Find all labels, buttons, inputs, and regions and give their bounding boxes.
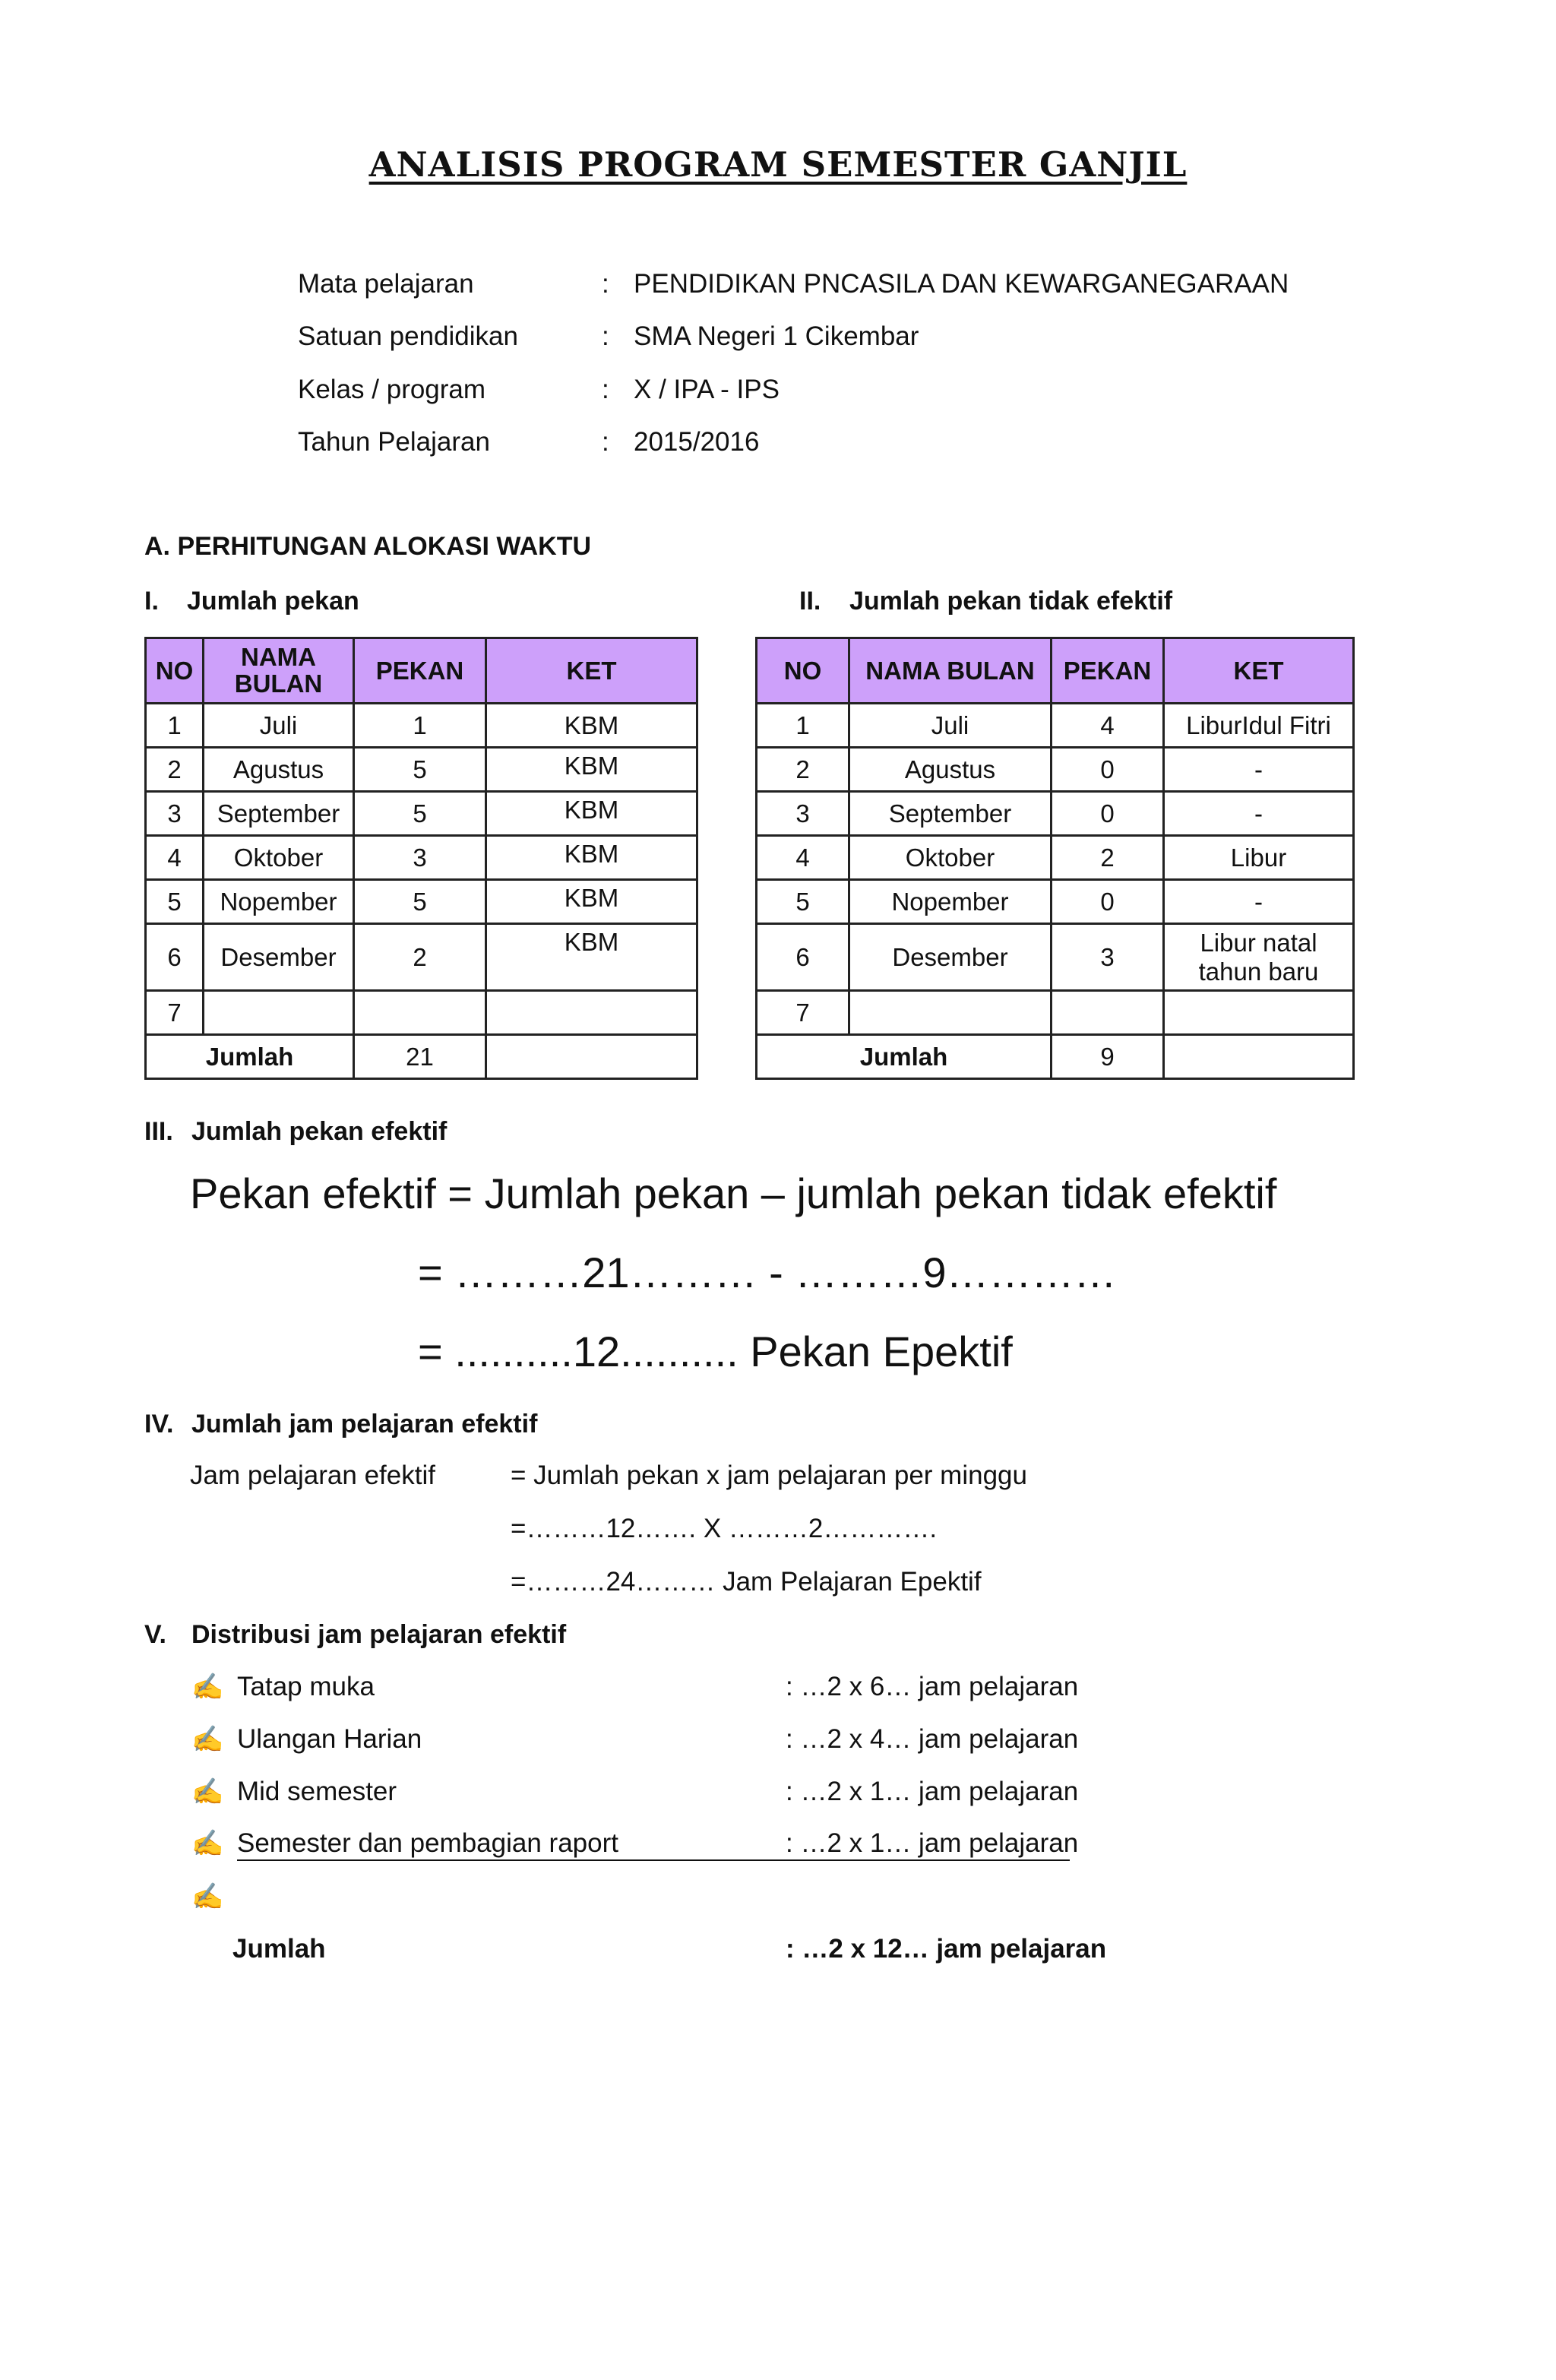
cell-no: 6	[146, 924, 204, 991]
pencil-icon: ✍	[191, 1882, 224, 1911]
cell-pekan: 3	[354, 836, 486, 880]
cell-bulan: Oktober	[204, 836, 354, 880]
cell-pekan: 5	[354, 880, 486, 924]
info-value-class: X / IPA - IPS	[634, 375, 780, 404]
info-sep: :	[602, 427, 609, 457]
table-row	[146, 704, 697, 748]
total-value: 21	[354, 1035, 486, 1079]
sub3-num: III.	[144, 1117, 173, 1146]
page-title: ANALISIS PROGRAM SEMESTER GANJIL	[368, 144, 1188, 185]
cell-ket: -	[1164, 880, 1354, 924]
formula-line-2: = ………21……… - ………9…………	[418, 1249, 1117, 1296]
sub3-label: Jumlah pekan efektif	[191, 1117, 448, 1146]
table-jumlah-pekan	[144, 637, 698, 1080]
cell-no: 5	[146, 880, 204, 924]
cell-no: 7	[146, 991, 204, 1035]
cell-ket	[1164, 991, 1354, 1035]
cell-bulan: Desember	[204, 924, 354, 991]
cell-pekan: 2	[1052, 836, 1164, 880]
pencil-icon: ✍	[191, 1829, 224, 1858]
list-item-value: : …2 x 4… jam pelajaran	[786, 1724, 1079, 1754]
col-header-ket: KET	[1164, 638, 1354, 704]
formula-line-1: Pekan efektif = Jumlah pekan – jumlah pekan tidak efektif	[190, 1169, 1277, 1217]
cell-ket: Libur	[1164, 836, 1354, 880]
col-header-pekan: PEKAN	[354, 638, 486, 704]
info-value-subject: PENDIDIKAN PNCASILA DAN KEWARGANEGARAAN	[634, 269, 1289, 299]
cell-pekan: 0	[1052, 792, 1164, 836]
cell-ket	[486, 991, 697, 1035]
sub5-num: V.	[144, 1620, 167, 1649]
pencil-icon: ✍	[191, 1673, 224, 1701]
table-row	[757, 924, 1354, 991]
cell-no: 1	[146, 704, 204, 748]
cell-bulan	[849, 991, 1052, 1035]
total-value: 9	[1052, 1035, 1164, 1079]
formula-line-3: = ..........12.......... Pekan Epektif	[418, 1328, 1013, 1375]
info-label-year: Tahun Pelajaran	[298, 427, 490, 457]
cell-pekan: 5	[354, 748, 486, 792]
pencil-icon: ✍	[191, 1725, 224, 1754]
cell-bulan: Nopember	[204, 880, 354, 924]
table-row	[146, 924, 697, 991]
sub1-num: I.	[144, 587, 159, 616]
col-header-bulan: NAMA BULAN	[849, 638, 1052, 704]
cell-ket: KBM	[486, 880, 697, 924]
table-row	[146, 991, 697, 1035]
total-ket	[1164, 1035, 1354, 1079]
separator-line	[237, 1859, 1070, 1861]
cell-no: 5	[757, 880, 849, 924]
table-row	[757, 991, 1354, 1035]
cell-bulan: Agustus	[204, 748, 354, 792]
info-sep: :	[602, 321, 609, 351]
cell-ket: -	[1164, 748, 1354, 792]
list-item-value: : …2 x 6… jam pelajaran	[786, 1672, 1079, 1701]
cell-no: 4	[146, 836, 204, 880]
cell-bulan	[204, 991, 354, 1035]
cell-ket: KBM	[486, 792, 697, 836]
jam-line-3: =………24……… Jam Pelajaran Epektif	[511, 1567, 982, 1597]
info-label-school: Satuan pendidikan	[298, 321, 518, 351]
table-total-row	[757, 1035, 1354, 1079]
cell-pekan: 0	[1052, 748, 1164, 792]
table-total-row	[146, 1035, 697, 1079]
table-row	[146, 792, 697, 836]
section-a-heading: A. PERHITUNGAN ALOKASI WAKTU	[144, 532, 592, 561]
sub4-num: IV.	[144, 1410, 174, 1438]
cell-pekan	[1052, 991, 1164, 1035]
table-row	[146, 880, 697, 924]
total-label: Jumlah	[146, 1035, 354, 1079]
cell-no: 4	[757, 836, 849, 880]
cell-no: 2	[757, 748, 849, 792]
table-header-row	[757, 638, 1354, 704]
jam-line-1: = Jumlah pekan x jam pelajaran per minggu	[511, 1461, 1027, 1490]
cell-bulan: Oktober	[849, 836, 1052, 880]
cell-bulan: Desember	[849, 924, 1052, 991]
cell-bulan: Nopember	[849, 880, 1052, 924]
total-value: : …2 x 12… jam pelajaran	[786, 1934, 1107, 1964]
jam-label: Jam pelajaran efektif	[190, 1461, 435, 1490]
cell-pekan	[354, 991, 486, 1035]
cell-ket: KBM	[486, 748, 697, 792]
cell-ket: KBM	[486, 836, 697, 880]
table-row	[146, 748, 697, 792]
list-item-label: Mid semester	[237, 1777, 397, 1806]
cell-pekan: 4	[1052, 704, 1164, 748]
cell-ket: -	[1164, 792, 1354, 836]
pencil-icon: ✍	[191, 1777, 224, 1806]
list-item-label: Ulangan Harian	[237, 1724, 422, 1754]
table-pekan-tidak-efektif	[755, 637, 1355, 1080]
total-label: Jumlah	[232, 1934, 326, 1964]
table-row	[146, 836, 697, 880]
info-label-subject: Mata pelajaran	[298, 269, 474, 299]
sub5-label: Distribusi jam pelajaran efektif	[191, 1620, 567, 1649]
cell-ket: Libur natal tahun baru	[1164, 924, 1354, 991]
table-row	[757, 704, 1354, 748]
col-header-pekan: PEKAN	[1052, 638, 1164, 704]
info-label-class: Kelas / program	[298, 375, 486, 404]
jam-line-2: =………12……. X ………2………….	[511, 1514, 938, 1543]
total-ket	[486, 1035, 697, 1079]
list-item-value: : …2 x 1… jam pelajaran	[786, 1777, 1079, 1806]
table-header-row	[146, 638, 697, 704]
table-row	[757, 792, 1354, 836]
cell-no: 1	[757, 704, 849, 748]
cell-ket: KBM	[486, 924, 697, 991]
total-label: Jumlah	[757, 1035, 1052, 1079]
sub4-label: Jumlah jam pelajaran efektif	[191, 1410, 538, 1438]
info-sep: :	[602, 269, 609, 299]
col-header-no: NO	[146, 638, 204, 704]
col-header-no: NO	[757, 638, 849, 704]
cell-no: 3	[146, 792, 204, 836]
col-header-ket: KET	[486, 638, 697, 704]
cell-ket: KBM	[486, 704, 697, 748]
info-value-year: 2015/2016	[634, 427, 760, 457]
sub2-num: II.	[799, 587, 821, 616]
cell-ket: LiburIdul Fitri	[1164, 704, 1354, 748]
sub1-label: Jumlah pekan	[187, 587, 359, 616]
cell-no: 7	[757, 991, 849, 1035]
table-row	[757, 880, 1354, 924]
cell-pekan: 3	[1052, 924, 1164, 991]
cell-no: 3	[757, 792, 849, 836]
col-header-bulan: NAMA BULAN	[204, 638, 354, 704]
cell-bulan: Agustus	[849, 748, 1052, 792]
table-row	[757, 748, 1354, 792]
cell-pekan: 2	[354, 924, 486, 991]
sub2-label: Jumlah pekan tidak efektif	[849, 587, 1173, 616]
cell-pekan: 5	[354, 792, 486, 836]
cell-bulan: September	[204, 792, 354, 836]
cell-pekan: 0	[1052, 880, 1164, 924]
cell-bulan: Juli	[849, 704, 1052, 748]
cell-no: 2	[146, 748, 204, 792]
cell-bulan: September	[849, 792, 1052, 836]
info-sep: :	[602, 375, 609, 404]
list-item-value: : …2 x 1… jam pelajaran	[786, 1828, 1079, 1858]
table-row	[757, 836, 1354, 880]
cell-bulan: Juli	[204, 704, 354, 748]
cell-no: 6	[757, 924, 849, 991]
list-item-label: Semester dan pembagian raport	[237, 1828, 618, 1858]
cell-pekan: 1	[354, 704, 486, 748]
info-value-school: SMA Negeri 1 Cikembar	[634, 321, 919, 351]
list-item-label: Tatap muka	[237, 1672, 375, 1701]
